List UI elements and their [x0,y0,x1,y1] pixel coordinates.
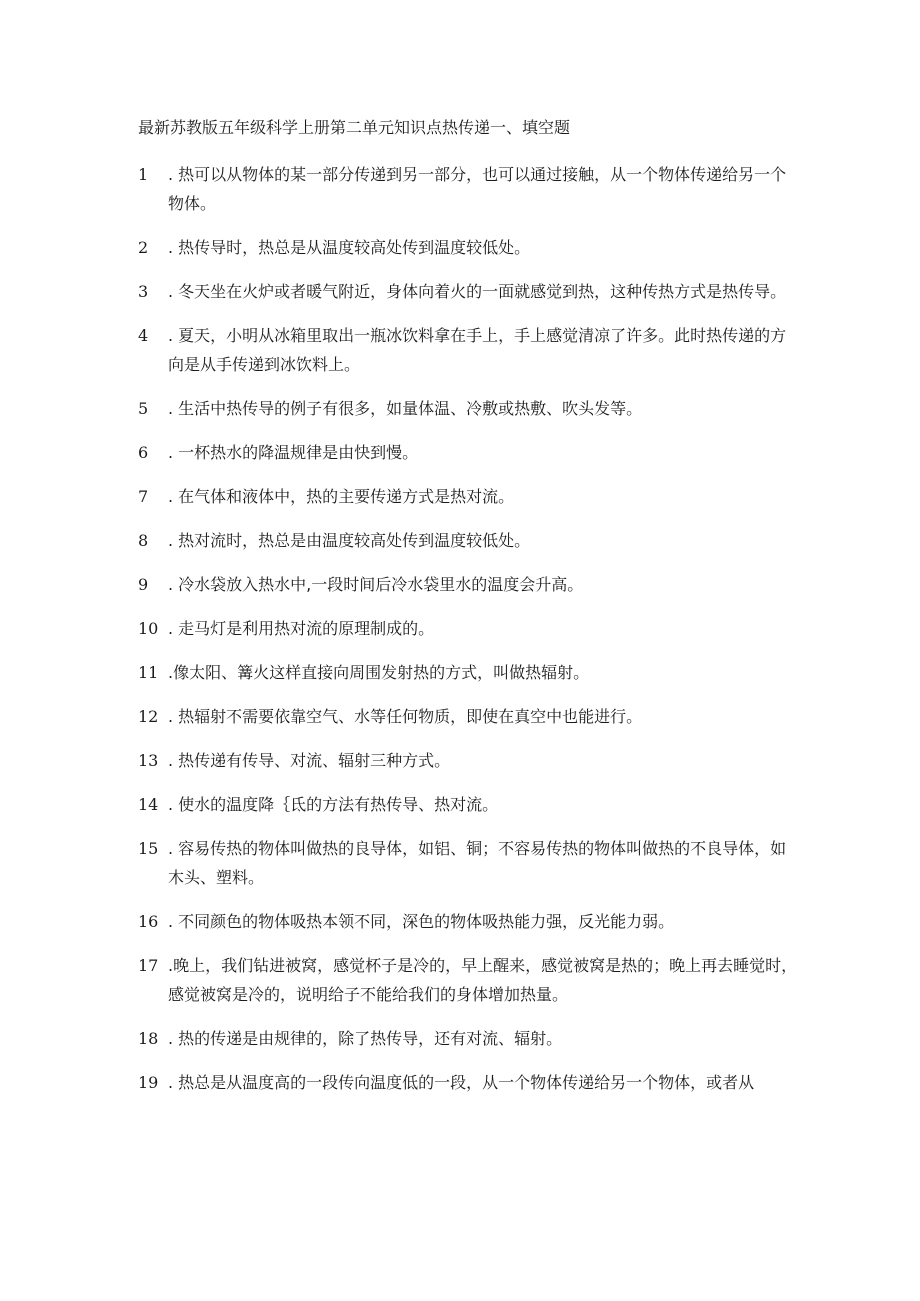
item-number: 17 [138,956,159,975]
item-text: . 热对流时，热总是由温度较高处传到温度较低处。 [168,531,531,550]
list-item [138,834,798,892]
item-text: . 冷水袋放入热水中,一段时间后冷水袋里水的温度会升高。 [168,575,584,594]
item-number: 5 [138,399,149,418]
item-number: 2 [138,238,149,257]
item-number: 15 [138,839,159,858]
item-number: 18 [138,1029,159,1048]
list-item [138,160,798,218]
item-text: . 热可以从物体的某一部分传递到另一部分，也可以通过接触，从一个物体传递给另一个物体。 [168,165,787,213]
list-item [138,1068,798,1097]
item-text: . 热的传递是由规律的，除了热传导，还有对流、辐射。 [168,1029,563,1048]
list-item [138,321,798,379]
item-text: . 热辐射不需要依靠空气、水等任何物质，即使在真空中也能进行。 [168,707,643,726]
item-text: . 走马灯是利用热对流的原理制成的。 [168,619,435,638]
item-text: . 使水的温度降｛氐的方法有热传导、热对流。 [168,795,499,814]
item-text: . 夏天，小明从冰箱里取出一瓶冰饮料拿在手上，手上感觉清凉了许多。此时热传递的方向是从手传递到冰饮料上。 [168,326,787,374]
item-text: . 一杯热水的降温规律是由快到慢。 [168,443,419,462]
item-number: 7 [138,487,149,506]
item-number: 1 [138,165,149,184]
list-item [138,394,798,423]
list-item [138,702,798,731]
document-title: 最新苏教版五年级科学上册第二单元知识点热传递一、填空题 [138,118,571,137]
list-item [138,951,798,1009]
item-text: . 容易传热的物体叫做热的良导体，如铝、铜；不容易传热的物体叫做热的不良导体，如木头、塑料。 [168,839,787,887]
list-item [138,790,798,819]
item-number: 19 [138,1073,159,1092]
item-number: 12 [138,707,159,726]
item-number: 10 [138,619,159,638]
list-item [138,614,798,643]
item-number: 8 [138,531,149,550]
item-text: . 不同颜色的物体吸热本领不同，深色的物体吸热能力强，反光能力弱。 [168,912,675,931]
item-text: . 热传导时，热总是从温度较高处传到温度较低处。 [168,238,531,257]
list-item [138,482,798,511]
item-number: 3 [138,282,149,301]
item-number: 16 [138,912,159,931]
item-text: . 热总是从温度高的一段传向温度低的一段，从一个物体传递给另一个物体，或者从 [168,1073,755,1092]
item-number: 14 [138,795,159,814]
item-text: .像太阳、篝火这样直接向周围发射热的方式，叫做热辐射。 [168,663,590,682]
list-item [138,1024,798,1053]
list-item [138,658,798,687]
list-item [138,746,798,775]
item-number: 13 [138,751,159,770]
list-item [138,526,798,555]
item-text: . 冬天坐在火炉或者暖气附近，身体向着火的一面就感觉到热，这种传热方式是热传导。 [168,282,787,301]
item-number: 11 [138,663,159,682]
item-text: . 在气体和液体中，热的主要传递方式是热对流。 [168,487,515,506]
item-number: 9 [138,575,149,594]
item-number: 4 [138,326,149,345]
list-item [138,570,798,599]
question-list [138,160,798,1112]
item-text: .晚上，我们钻进被窝，感觉杯子是冷的，早上醒来，感觉被窝是热的；晚上再去睡觉时，感觉被窝是冷的，说明给子不能给我们的身体增加热量。 [168,956,798,1004]
item-text: . 热传递有传导、对流、辐射三种方式。 [168,751,451,770]
list-item [138,233,798,262]
list-item [138,438,798,467]
list-item [138,907,798,936]
item-number: 6 [138,443,149,462]
item-text: . 生活中热传导的例子有很多，如量体温、冷敷或热敷、吹头发等。 [168,399,643,418]
list-item [138,277,798,306]
